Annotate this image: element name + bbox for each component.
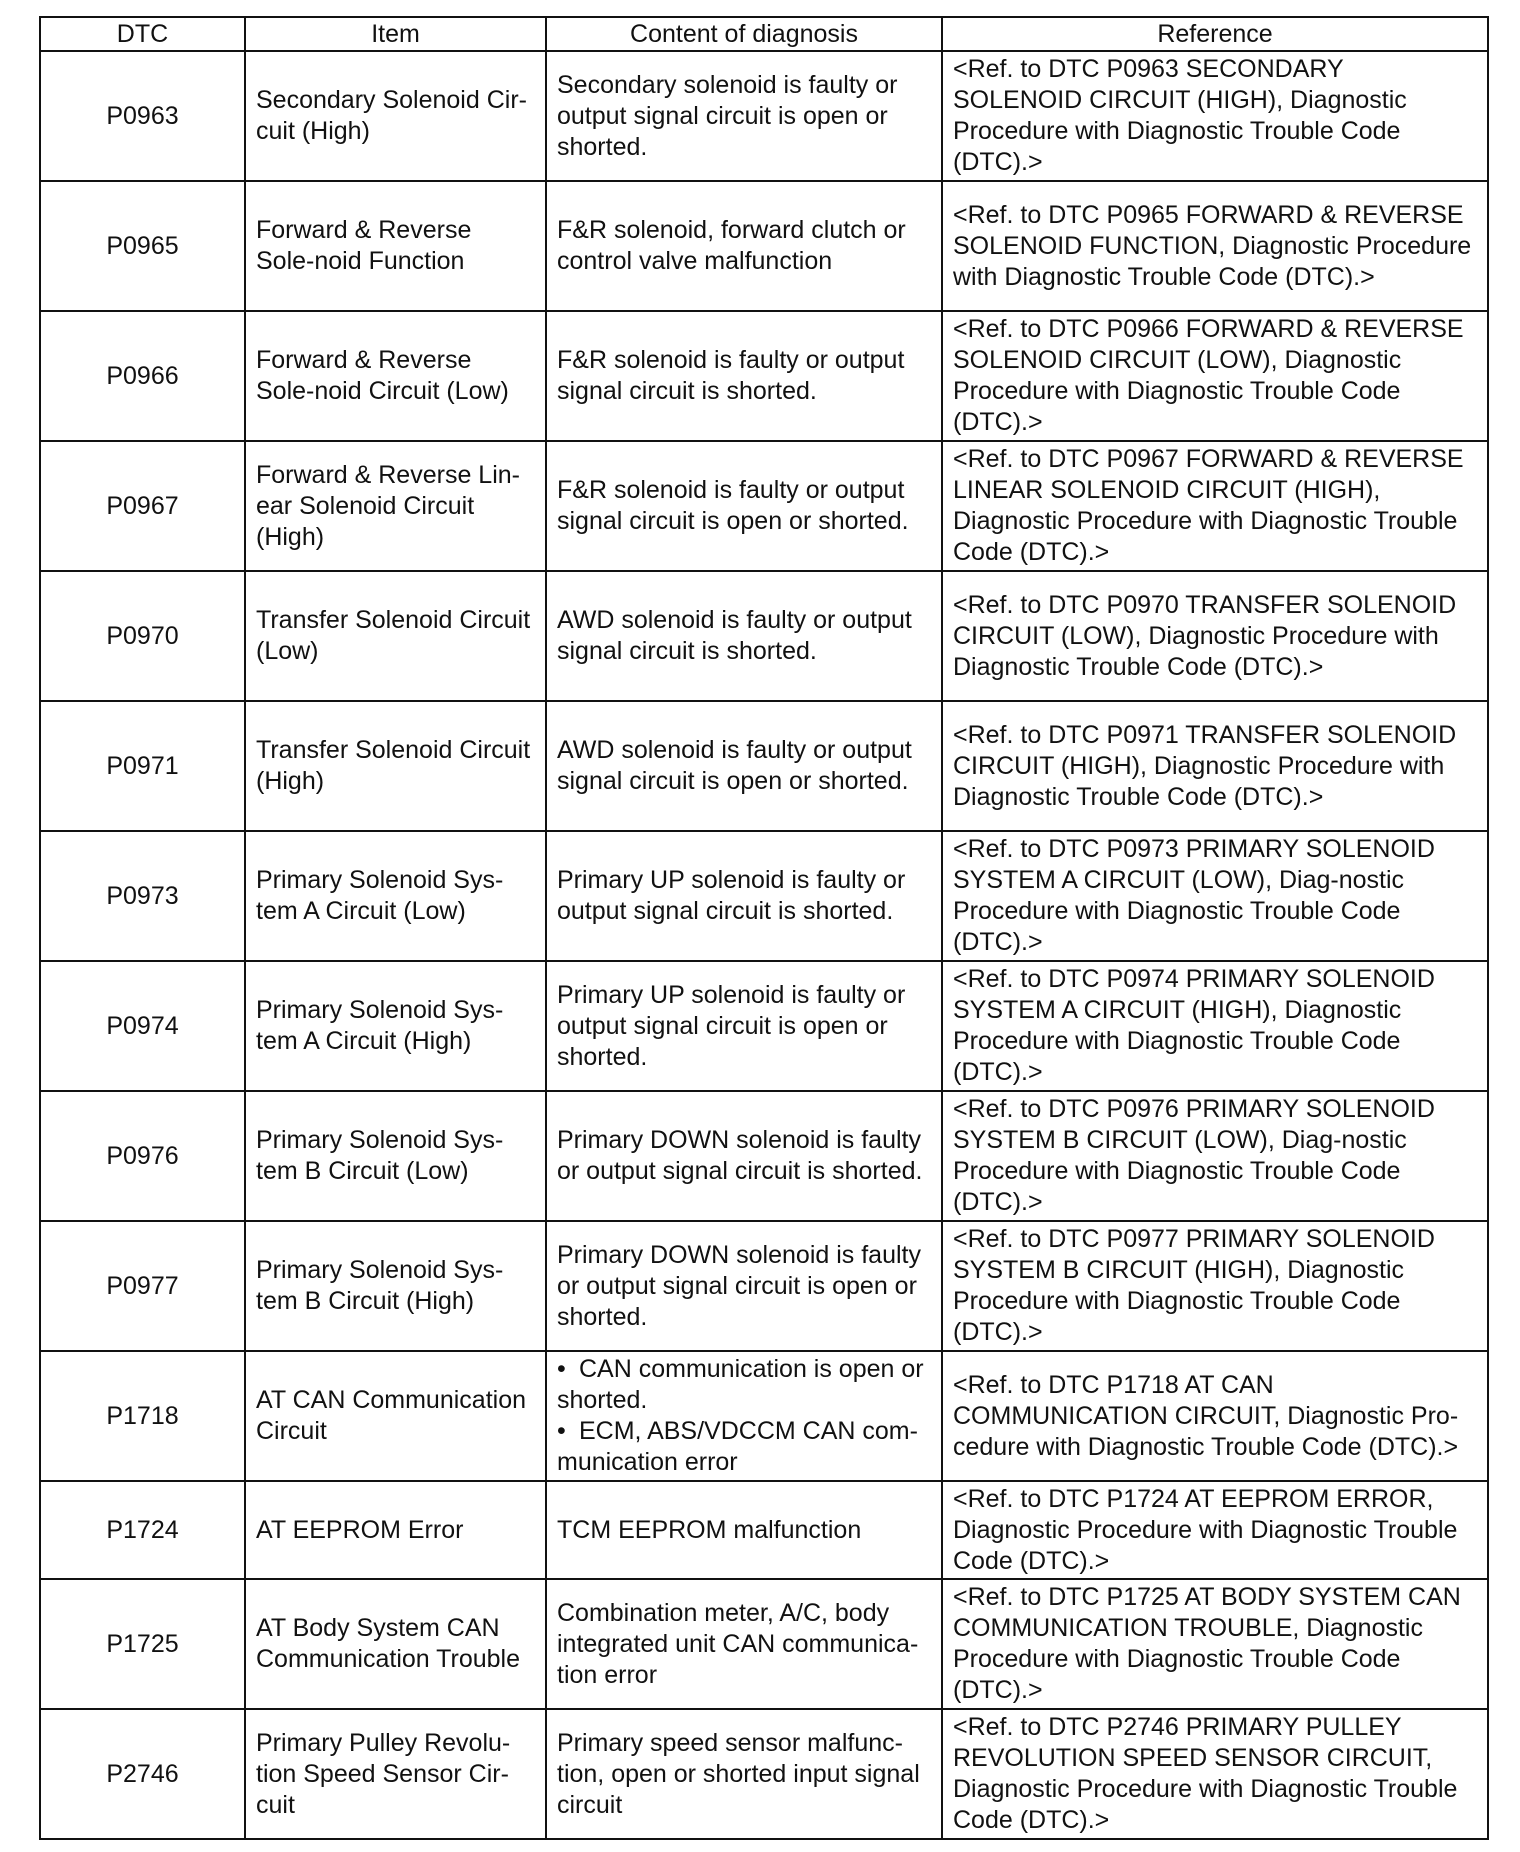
diagnosis-content: Primary DOWN solenoid is faulty or output signal circuit is shorted. bbox=[546, 1091, 942, 1221]
diagnosis-content: F&R solenoid is faulty or output signal circuit is open or shorted. bbox=[546, 441, 942, 571]
table-row bbox=[40, 1091, 1488, 1221]
diagnosis-content: Secondary solenoid is faulty or output signal circuit is open or shorted. bbox=[546, 51, 942, 181]
dtc-code: P1724 bbox=[40, 1481, 245, 1579]
diagnosis-bullet-list bbox=[557, 1354, 931, 1478]
item-name: Forward & Reverse Sole-noid Function bbox=[245, 181, 546, 311]
table-row bbox=[40, 441, 1488, 571]
dtc-code: P2746 bbox=[40, 1709, 245, 1839]
dtc-code: P0971 bbox=[40, 701, 245, 831]
dtc-code: P0977 bbox=[40, 1221, 245, 1351]
table-row bbox=[40, 701, 1488, 831]
reference-text: <Ref. to DTC P1718 AT CAN COMMUNICATION CIRCUIT, Diagnostic Pro-cedure with Diagnostic Trouble Code (DTC).> bbox=[942, 1351, 1488, 1481]
header-dtc: DTC bbox=[40, 17, 245, 51]
reference-text: <Ref. to DTC P0970 TRANSFER SOLENOID CIRCUIT (LOW), Diagnostic Procedure with Diagnostic Trouble Code (DTC).> bbox=[942, 571, 1488, 701]
item-name: Transfer Solenoid Circuit (High) bbox=[245, 701, 546, 831]
dtc-code: P0970 bbox=[40, 571, 245, 701]
reference-text: <Ref. to DTC P0971 TRANSFER SOLENOID CIRCUIT (HIGH), Diagnostic Procedure with Diagnostic Trouble Code (DTC).> bbox=[942, 701, 1488, 831]
reference-text: <Ref. to DTC P0973 PRIMARY SOLENOID SYSTEM A CIRCUIT (LOW), Diag-nostic Procedure with Diagnostic Trouble Code (DTC).> bbox=[942, 831, 1488, 961]
diagnosis-content: F&R solenoid, forward clutch or control valve malfunction bbox=[546, 181, 942, 311]
dtc-code: P0966 bbox=[40, 311, 245, 441]
reference-text: <Ref. to DTC P0965 FORWARD & REVERSE SOLENOID FUNCTION, Diagnostic Procedure with Diagnostic Trouble Code (DTC).> bbox=[942, 181, 1488, 311]
header-item: Item bbox=[245, 17, 546, 51]
header-reference: Reference bbox=[942, 17, 1488, 51]
bullet-dot-icon: • bbox=[557, 1355, 566, 1383]
dtc-code: P0967 bbox=[40, 441, 245, 571]
item-name: Primary Solenoid Sys-tem A Circuit (Low) bbox=[245, 831, 546, 961]
reference-text: <Ref. to DTC P0966 FORWARD & REVERSE SOLENOID CIRCUIT (LOW), Diagnostic Procedure with Diagnostic Trouble Code (DTC).> bbox=[942, 311, 1488, 441]
diagnosis-content: Primary DOWN solenoid is faulty or output signal circuit is open or shorted. bbox=[546, 1221, 942, 1351]
item-name: Primary Solenoid Sys-tem B Circuit (High) bbox=[245, 1221, 546, 1351]
bullet-item bbox=[557, 1416, 931, 1478]
table-row bbox=[40, 181, 1488, 311]
dtc-code: P1718 bbox=[40, 1351, 245, 1481]
dtc-code: P0965 bbox=[40, 181, 245, 311]
table-header-row bbox=[40, 17, 1488, 51]
reference-text: <Ref. to DTC P0977 PRIMARY SOLENOID SYSTEM B CIRCUIT (HIGH), Diagnostic Procedure with Diagnostic Trouble Code (DTC).> bbox=[942, 1221, 1488, 1351]
diagnosis-content: Combination meter, A/C, body integrated unit CAN communica-tion error bbox=[546, 1579, 942, 1709]
table-row bbox=[40, 1481, 1488, 1579]
reference-text: <Ref. to DTC P1725 AT BODY SYSTEM CAN COMMUNICATION TROUBLE, Diagnostic Procedure with Diagnostic Trouble Code (DTC).> bbox=[942, 1579, 1488, 1709]
dtc-code: P0976 bbox=[40, 1091, 245, 1221]
dtc-code: P0974 bbox=[40, 961, 245, 1091]
reference-text: <Ref. to DTC P0976 PRIMARY SOLENOID SYSTEM B CIRCUIT (LOW), Diag-nostic Procedure with Diagnostic Trouble Code (DTC).> bbox=[942, 1091, 1488, 1221]
header-content: Content of diagnosis bbox=[546, 17, 942, 51]
item-name: AT EEPROM Error bbox=[245, 1481, 546, 1579]
item-name: AT CAN Communication Circuit bbox=[245, 1351, 546, 1481]
table-row bbox=[40, 1351, 1488, 1481]
item-name: AT Body System CAN Communication Trouble bbox=[245, 1579, 546, 1709]
diagnosis-content: Primary UP solenoid is faulty or output signal circuit is open or shorted. bbox=[546, 961, 942, 1091]
item-name: Transfer Solenoid Circuit (Low) bbox=[245, 571, 546, 701]
table-row bbox=[40, 1579, 1488, 1709]
dtc-code: P0963 bbox=[40, 51, 245, 181]
reference-text: <Ref. to DTC P0967 FORWARD & REVERSE LINEAR SOLENOID CIRCUIT (HIGH), Diagnostic Procedure with Diagnostic Trouble Code (DTC).> bbox=[942, 441, 1488, 571]
diagnosis-content: Primary speed sensor malfunc-tion, open or shorted input signal circuit bbox=[546, 1709, 942, 1839]
reference-text: <Ref. to DTC P1724 AT EEPROM ERROR, Diagnostic Procedure with Diagnostic Trouble Code (DTC).> bbox=[942, 1481, 1488, 1579]
reference-text: <Ref. to DTC P2746 PRIMARY PULLEY REVOLUTION SPEED SENSOR CIRCUIT, Diagnostic Procedure with Diagnostic Trouble Code (DTC).> bbox=[942, 1709, 1488, 1839]
table-row bbox=[40, 51, 1488, 181]
table-row bbox=[40, 831, 1488, 961]
table-row bbox=[40, 311, 1488, 441]
dtc-code: P0973 bbox=[40, 831, 245, 961]
dtc-table bbox=[39, 16, 1489, 1840]
reference-text: <Ref. to DTC P0963 SECONDARY SOLENOID CIRCUIT (HIGH), Diagnostic Procedure with Diagnostic Trouble Code (DTC).> bbox=[942, 51, 1488, 181]
bullet-text: ECM, ABS/VDCCM CAN com-munication error bbox=[557, 1417, 918, 1476]
bullet-dot-icon: • bbox=[557, 1417, 566, 1445]
item-name: Primary Solenoid Sys-tem B Circuit (Low) bbox=[245, 1091, 546, 1221]
item-name: Forward & Reverse Sole-noid Circuit (Low) bbox=[245, 311, 546, 441]
dtc-code: P1725 bbox=[40, 1579, 245, 1709]
diagnosis-content: TCM EEPROM malfunction bbox=[546, 1481, 942, 1579]
bullet-text: CAN communication is open or shorted. bbox=[557, 1355, 924, 1414]
table-row bbox=[40, 1221, 1488, 1351]
diagnosis-content: AWD solenoid is faulty or output signal circuit is shorted. bbox=[546, 571, 942, 701]
diagnosis-content bbox=[546, 1351, 942, 1481]
table-row bbox=[40, 1709, 1488, 1839]
reference-text: <Ref. to DTC P0974 PRIMARY SOLENOID SYSTEM A CIRCUIT (HIGH), Diagnostic Procedure with Diagnostic Trouble Code (DTC).> bbox=[942, 961, 1488, 1091]
bullet-item bbox=[557, 1354, 931, 1416]
table-row bbox=[40, 571, 1488, 701]
diagnosis-content: F&R solenoid is faulty or output signal circuit is shorted. bbox=[546, 311, 942, 441]
item-name: Forward & Reverse Lin-ear Solenoid Circuit (High) bbox=[245, 441, 546, 571]
item-name: Secondary Solenoid Cir-cuit (High) bbox=[245, 51, 546, 181]
item-name: Primary Pulley Revolu-tion Speed Sensor Cir-cuit bbox=[245, 1709, 546, 1839]
diagnosis-content: Primary UP solenoid is faulty or output signal circuit is shorted. bbox=[546, 831, 942, 961]
diagnosis-content: AWD solenoid is faulty or output signal circuit is open or shorted. bbox=[546, 701, 942, 831]
item-name: Primary Solenoid Sys-tem A Circuit (High) bbox=[245, 961, 546, 1091]
table-row bbox=[40, 961, 1488, 1091]
